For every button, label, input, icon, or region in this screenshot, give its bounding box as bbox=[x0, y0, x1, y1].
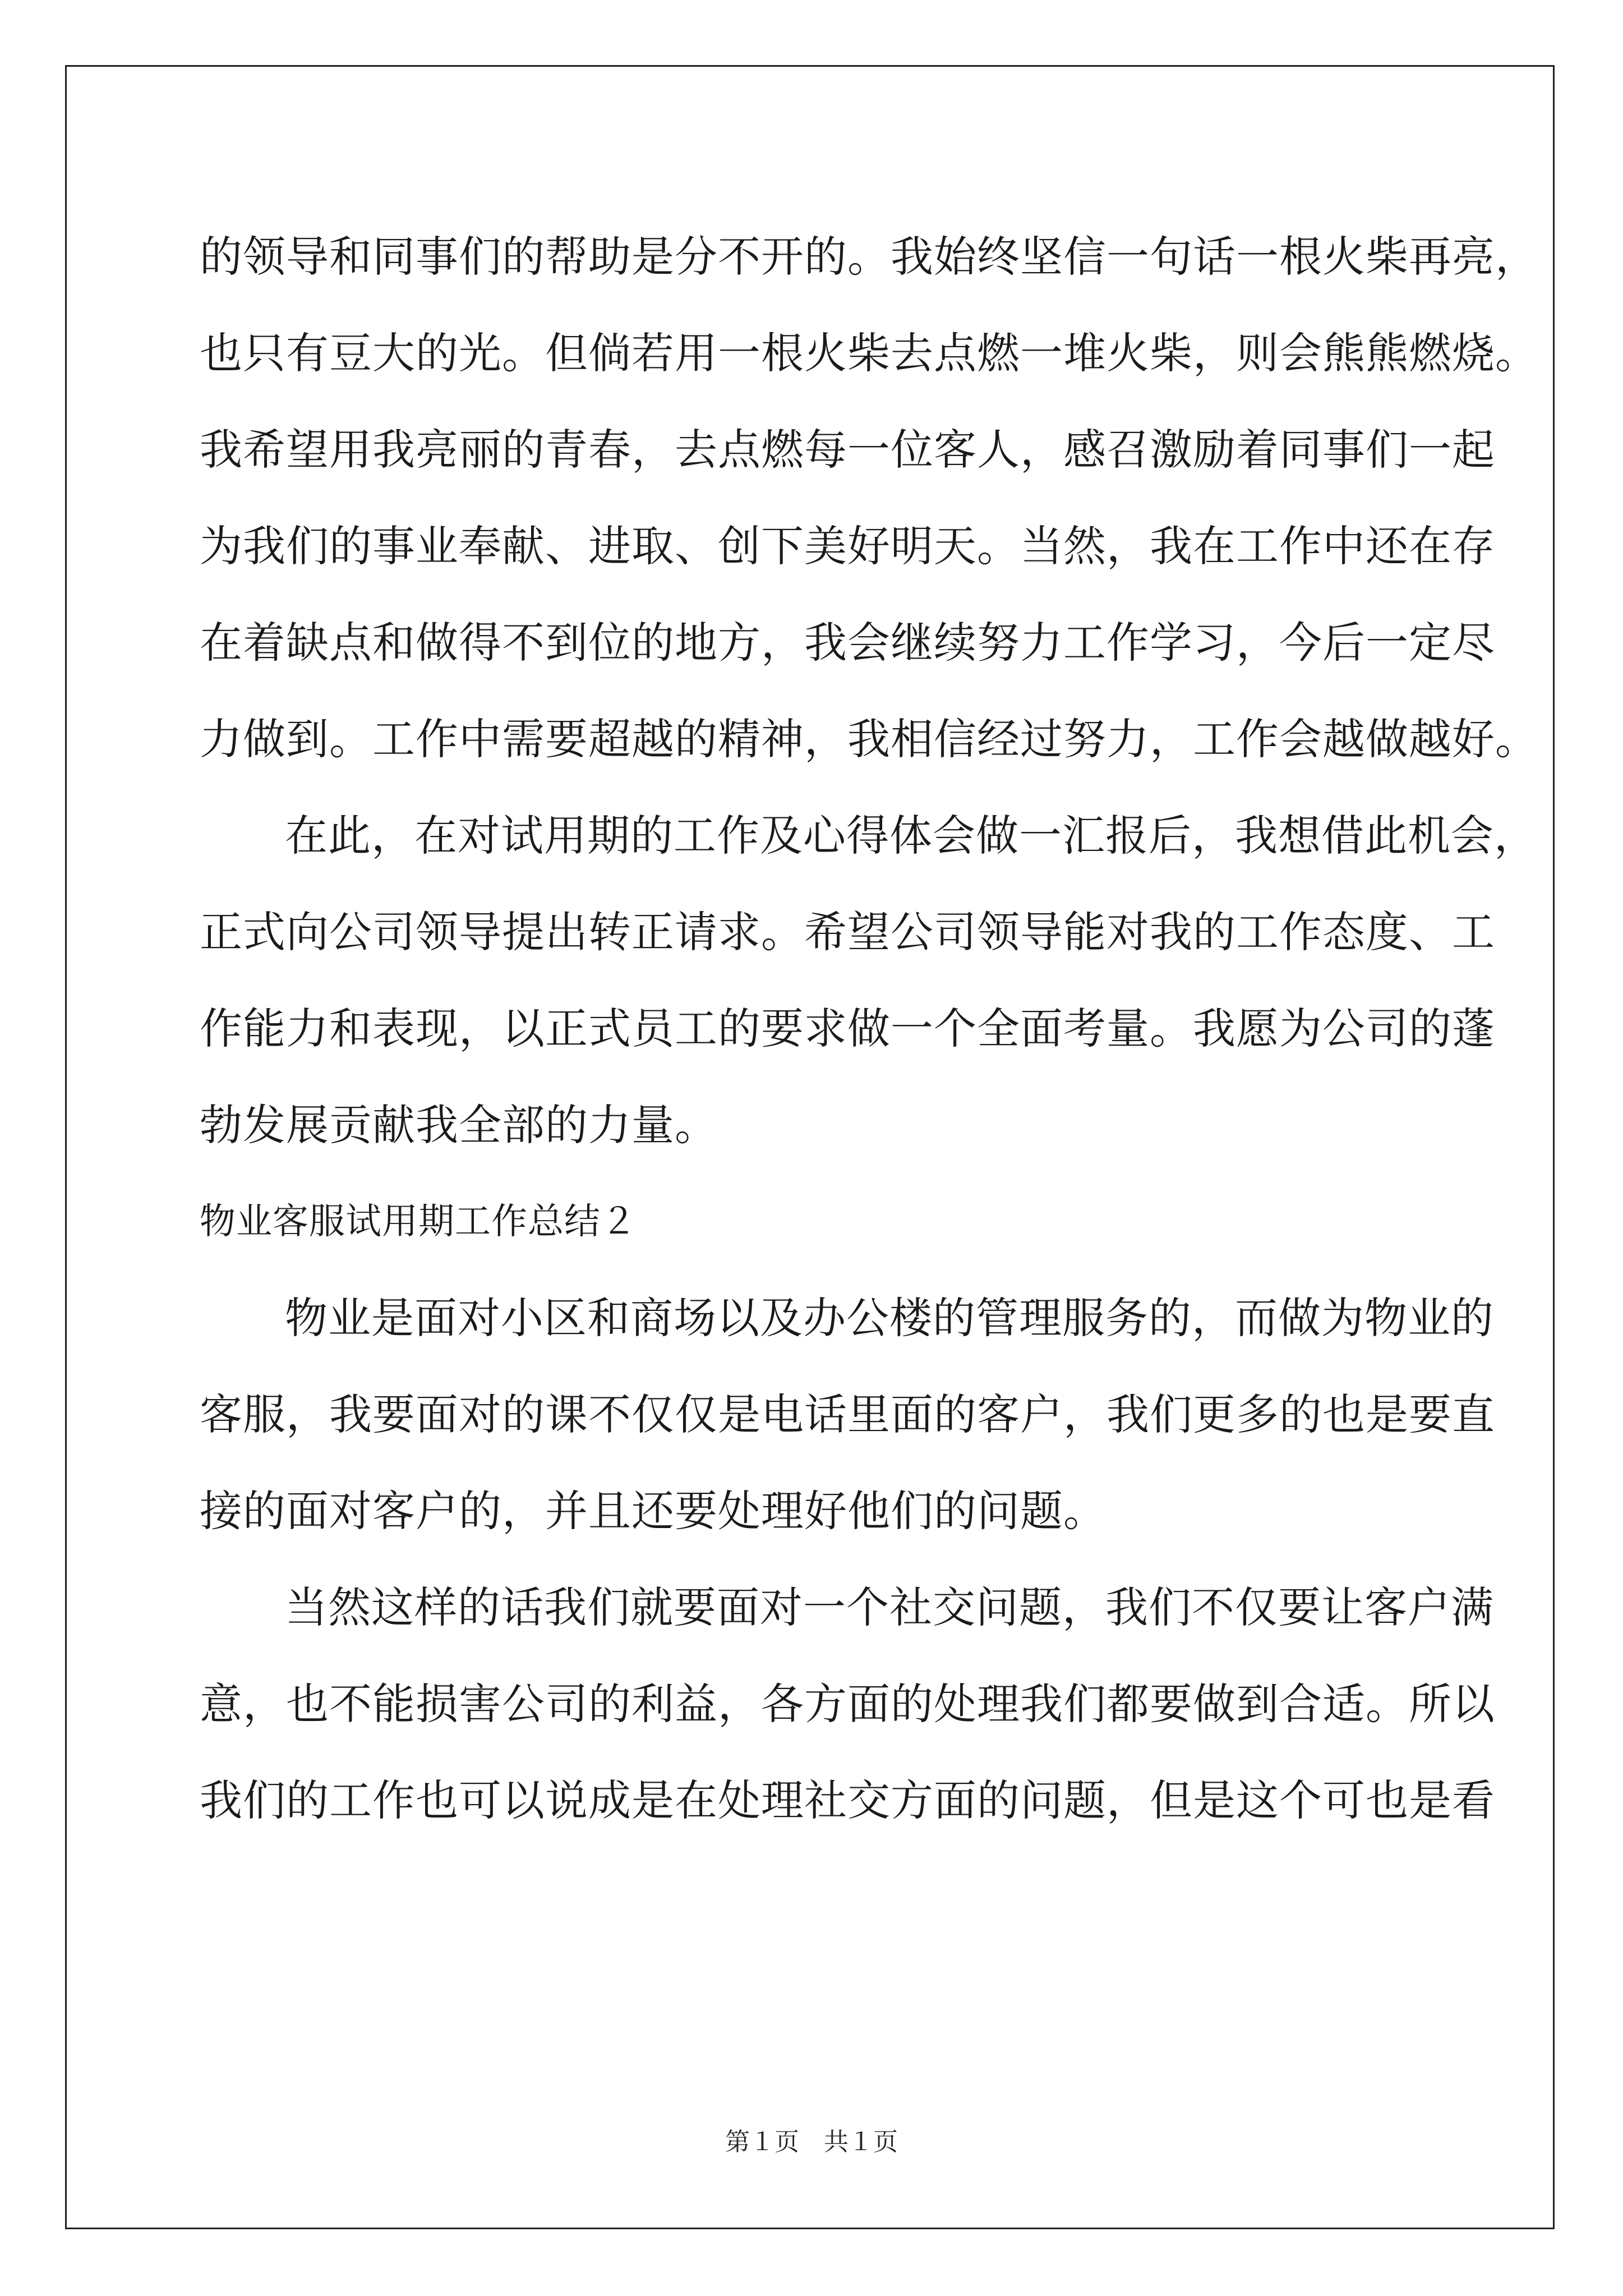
body-line: 我希望用我亮丽的青春，去点燃每一位客人，感召激励着同事们一起 bbox=[200, 425, 1495, 475]
body-line: 在着缺点和做得不到位的地方，我会继续努力工作学习，今后一定尽 bbox=[200, 618, 1495, 668]
page-footer: 第１页 共１页 bbox=[725, 2128, 898, 2156]
section-heading: 物业客服试用期工作总结２ bbox=[200, 1201, 637, 1243]
body-line: 我们的工作也可以说成是在处理社交方面的问题，但是这个可也是看 bbox=[200, 1775, 1495, 1825]
document-body bbox=[200, 209, 1538, 1849]
paragraph-start-line: 在此，在对试用期的工作及心得体会做一汇报后，我想借此机会， bbox=[285, 811, 1537, 861]
body-line: 为我们的事业奉献、进取、创下美好明天。当然，我在工作中还在存 bbox=[200, 521, 1495, 571]
paragraph-start-line: 物业是面对小区和商场以及办公楼的管理服务的，而做为物业的 bbox=[285, 1293, 1494, 1343]
body-line: 正式向公司领导提出转正请求。希望公司领导能对我的工作态度、工 bbox=[200, 907, 1495, 957]
body-line: 作能力和表现，以正式员工的要求做一个全面考量。我愿为公司的蓬 bbox=[200, 1004, 1495, 1053]
body-line: 意，也不能损害公司的利益，各方面的处理我们都要做到合适。所以 bbox=[200, 1679, 1495, 1729]
body-line: 接的面对客户的，并且还要处理好他们的问题。 bbox=[200, 1486, 1106, 1536]
body-line: 力做到。工作中需要超越的精神，我相信经过努力，工作会越做越好。 bbox=[200, 714, 1538, 764]
paragraph-start-line: 当然这样的话我们就要面对一个社交问题，我们不仅要让客户满 bbox=[285, 1582, 1494, 1632]
body-line: 也只有豆大的光。但倘若用一根火柴去点燃一堆火柴，则会熊熊燃烧。 bbox=[200, 328, 1538, 378]
body-line: 勃发展贡献我全部的力量。 bbox=[200, 1100, 718, 1150]
body-line: 客服，我要面对的课不仅仅是电话里面的客户，我们更多的也是要直 bbox=[200, 1389, 1495, 1439]
body-line: 的领导和同事们的帮助是分不开的。我始终坚信一句话一根火柴再亮， bbox=[200, 232, 1538, 282]
